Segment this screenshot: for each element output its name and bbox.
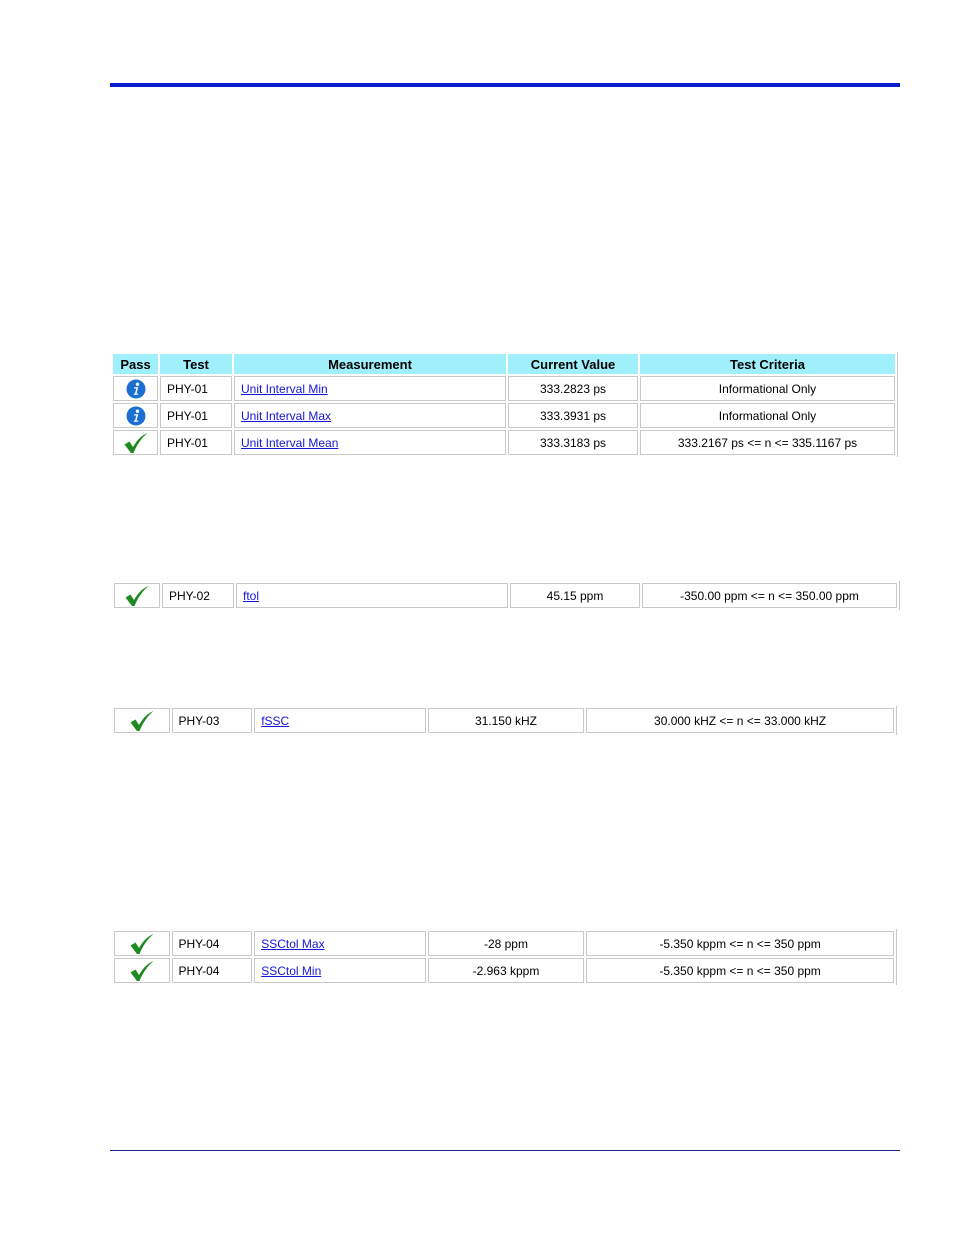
measurement-link-unit-interval-min[interactable]: Unit Interval Min: [241, 381, 328, 396]
test-id-cell: PHY-04: [172, 958, 253, 983]
test-id-cell: PHY-02: [162, 583, 234, 608]
pass-cell: [113, 403, 158, 428]
pass-cell: [114, 931, 170, 956]
pass-cell: [114, 708, 170, 733]
checkmark-icon: [129, 933, 155, 955]
measurement-cell: [234, 376, 506, 401]
test-criteria-cell: 333.2167 ps <= n <= 335.1167 ps: [640, 430, 895, 455]
test-id-cell: PHY-03: [172, 708, 253, 733]
current-value-cell: 333.3931 ps: [508, 403, 638, 428]
test-id-cell: PHY-01: [160, 430, 232, 455]
test-criteria-cell: Informational Only: [640, 403, 895, 428]
measurement-link-unit-interval-mean[interactable]: Unit Interval Mean: [241, 435, 339, 450]
info-icon: [126, 379, 146, 399]
checkmark-icon: [129, 710, 155, 732]
measurement-cell: [234, 403, 506, 428]
measurement-cell: [236, 583, 508, 608]
test-criteria-cell: Informational Only: [640, 376, 895, 401]
results-table-phy-02: [112, 581, 900, 610]
results-table-phy-04: [112, 929, 897, 985]
current-value-cell: -28 ppm: [428, 931, 584, 956]
current-value-cell: 45.15 ppm: [510, 583, 640, 608]
measurement-link-unit-interval-max[interactable]: Unit Interval Max: [241, 408, 332, 423]
pass-cell: [114, 583, 160, 608]
table-row: [113, 403, 895, 428]
table-row: [113, 376, 895, 401]
info-icon: [126, 406, 146, 426]
measurement-cell: [234, 430, 506, 455]
table-header-row: [113, 354, 895, 374]
test-criteria-cell: 30.000 kHZ <= n <= 33.000 kHZ: [586, 708, 894, 733]
test-criteria-cell: -5.350 kppm <= n <= 350 ppm: [586, 958, 894, 983]
measurement-link-ftol[interactable]: ftol: [243, 588, 260, 603]
current-value-cell: -2.963 kppm: [428, 958, 584, 983]
table-row: [114, 931, 894, 956]
current-value-cell: 31.150 kHZ: [428, 708, 584, 733]
measurement-cell: [254, 931, 426, 956]
results-table-phy-03: [112, 706, 897, 735]
current-value-cell: 333.3183 ps: [508, 430, 638, 455]
current-value-cell: 333.2823 ps: [508, 376, 638, 401]
pass-cell: [113, 430, 158, 455]
test-criteria-header: Test Criteria: [640, 354, 895, 374]
checkmark-icon: [123, 432, 149, 454]
test-header: Test: [160, 354, 232, 374]
test-id-cell: PHY-01: [160, 376, 232, 401]
measurement-header: Measurement: [234, 354, 506, 374]
test-criteria-cell: -350.00 ppm <= n <= 350.00 ppm: [642, 583, 897, 608]
test-id-cell: PHY-01: [160, 403, 232, 428]
pass-header: Pass: [113, 354, 158, 374]
table-row: [114, 583, 897, 608]
pass-cell: [114, 958, 170, 983]
test-id-cell: PHY-04: [172, 931, 253, 956]
checkmark-icon: [124, 585, 150, 607]
measurement-cell: [254, 708, 426, 733]
measurement-link-ssctol-min[interactable]: SSCtol Min: [261, 963, 322, 978]
results-table-phy-01: [111, 352, 898, 457]
test-criteria-cell: -5.350 kppm <= n <= 350 ppm: [586, 931, 894, 956]
footer-rule: [110, 1150, 900, 1151]
table-row: [114, 958, 894, 983]
checkmark-icon: [129, 960, 155, 982]
measurement-link-ssctol-max[interactable]: SSCtol Max: [261, 936, 325, 951]
current-value-header: Current Value: [508, 354, 638, 374]
pass-cell: [113, 376, 158, 401]
measurement-link-fssc[interactable]: fSSC: [261, 713, 290, 728]
header-rule: [110, 83, 900, 87]
measurement-cell: [254, 958, 426, 983]
table-row: [114, 708, 894, 733]
table-row: [113, 430, 895, 455]
